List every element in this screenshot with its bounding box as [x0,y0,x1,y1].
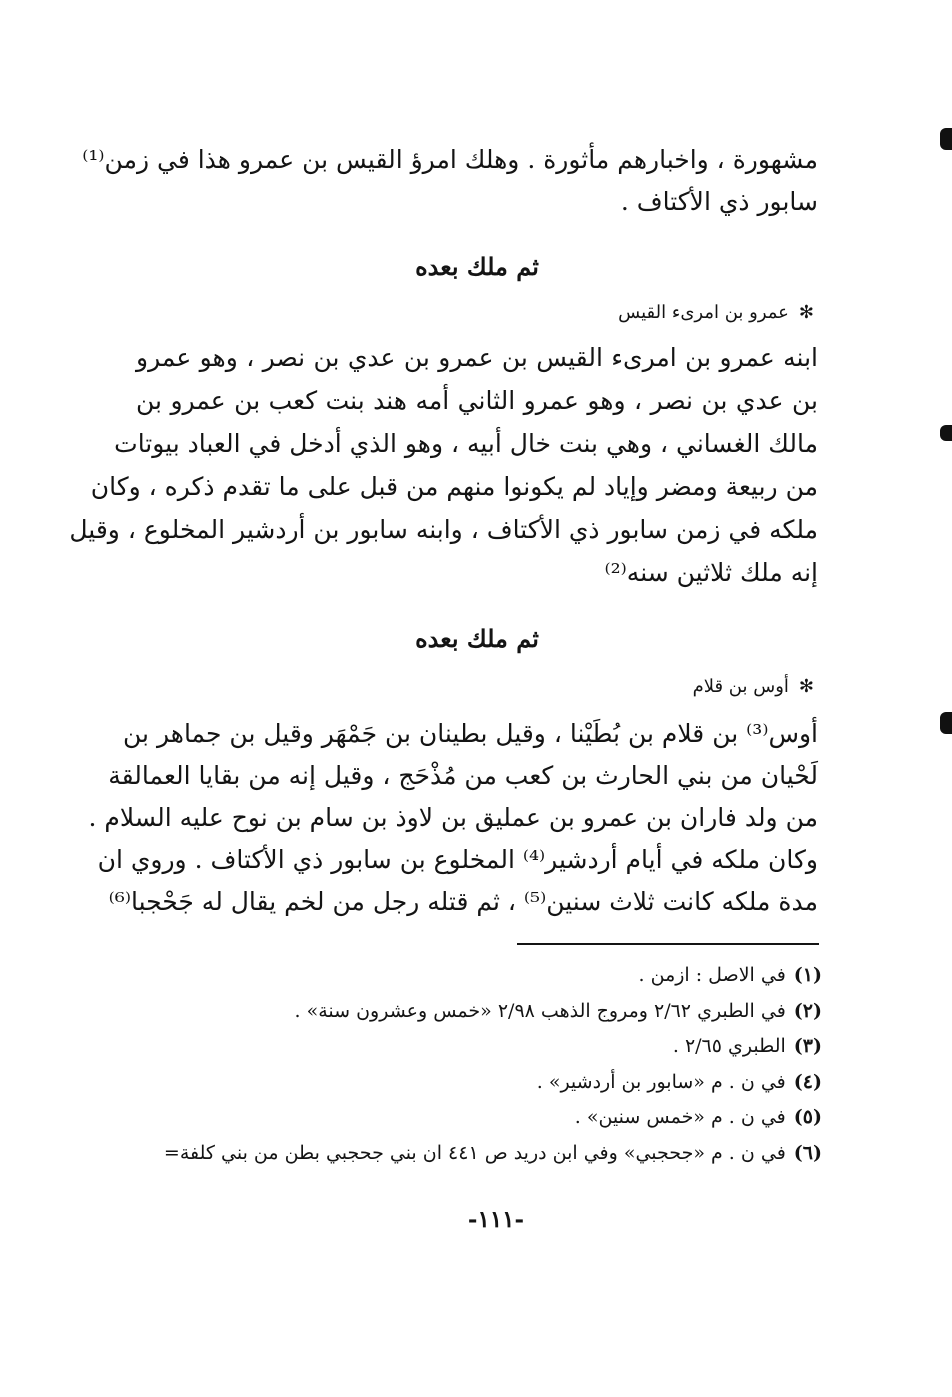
text-line: مدة ملكه كانت ثلاث سنين⁽⁵⁾ ، ثم قتله رجل من لخم يقال له جَحْجبا⁽⁶⁾ [108,887,818,916]
footnote-number: (٣) [793,1035,822,1057]
text-line: من ولد فاران بن عمرو بن عمليق بن لاوذ بن سام بن نوح عليه السلام . [88,803,818,832]
king-name: أوس بن قلام [692,676,789,697]
footnote-item [136,1065,822,1101]
footnotes [136,958,822,1171]
text-line: ملكه في زمن سابور ذي الأكتاف ، وابنه سابور بن أردشير المخلوع ، وقيل [69,515,818,544]
king-entry-marker [618,302,814,323]
footnote-number: (٦) [793,1141,822,1164]
text-line: سابور ذي الأكتاف . [620,187,818,216]
footnote-text: في الطبري ٢/٦٢ ومروج الذهب ٢/٩٨ «خمس وعشرون سنة» . [294,999,786,1022]
footnote-number: (٢) [793,999,822,1022]
footnote-text: في ن . م «سابور بن أردشير» . [536,1070,786,1093]
star-icon: ✻ [798,676,814,697]
king-name: عمرو بن امرىء القيس [618,302,789,323]
text-line: إنه ملك ثلاثين سنه⁽²⁾ [604,558,818,587]
section-heading: ثم ملك بعده [415,252,539,281]
scan-edge-mark [940,712,952,734]
footnote-item [136,1029,822,1065]
king-paragraph [69,338,818,593]
text-line: مشهورة ، واخبارهم مأثورة . وهلك امرؤ القيس بن عمرو هذا في زمن⁽¹⁾ [82,145,818,174]
footnote-item [136,1100,822,1136]
scan-edge-mark [940,425,952,441]
footnote-number: (١) [793,964,822,986]
king-paragraph [88,714,818,922]
footnote-text: في ن . م «خمس سنين» . [574,1106,786,1128]
footnote-item [136,1136,822,1172]
footnote-text: في ن . م «جحجبي» وفي ابن دريد ص ٤٤١ ان بني جحجبي بطن من بني كلفة= [163,1141,786,1164]
footnote-text: الطبري ٢/٦٥ . [672,1035,786,1057]
footnote-number: (٤) [793,1070,822,1093]
footnote-separator [517,943,819,945]
opening-paragraph [82,140,818,222]
scan-edge-mark [940,128,952,150]
footnote-item [136,958,822,994]
text-line: لَحْيان من بني الحارث بن كعب من مُذْحَج ، وقيل إنه من بقايا العمالقة [108,761,818,790]
text-line: أوس⁽³⁾ بن قلام بن بُطَيْنا ، وقيل بطينان بن جَمْهَر وقيل بن جماهر بن [123,719,818,748]
text-line: ابنه عمرو بن امرىء القيس بن عمرو بن عدي بن نصر ، وهو عمرو [136,343,818,372]
king-entry-marker [693,676,814,697]
footnote-text: في الاصل : ازمن . [638,964,786,986]
page-number: -١١١- [467,1206,525,1233]
text-line: وكان ملكه في أيام أردشير⁽⁴⁾ المخلوع بن سابور ذي الأكتاف . وروي ان [97,845,818,874]
text-line: مالك الغساني ، وهي بنت خال أبيه ، وهو الذي أدخل في العباد بيوتات [114,429,818,458]
footnote-item [136,994,822,1030]
footnote-number: (٥) [793,1106,822,1128]
text-line: من ربيعة ومضر وإياد لم يكونوا منهم من قبل على ما تقدم ذكره ، وكان [90,472,818,501]
section-heading: ثم ملك بعده [415,624,539,653]
star-icon: ✻ [798,302,814,323]
text-line: بن عدي بن نصر ، وهو عمرو الثاني أمه هند بنت كعب بن عمرو بن [136,386,818,415]
